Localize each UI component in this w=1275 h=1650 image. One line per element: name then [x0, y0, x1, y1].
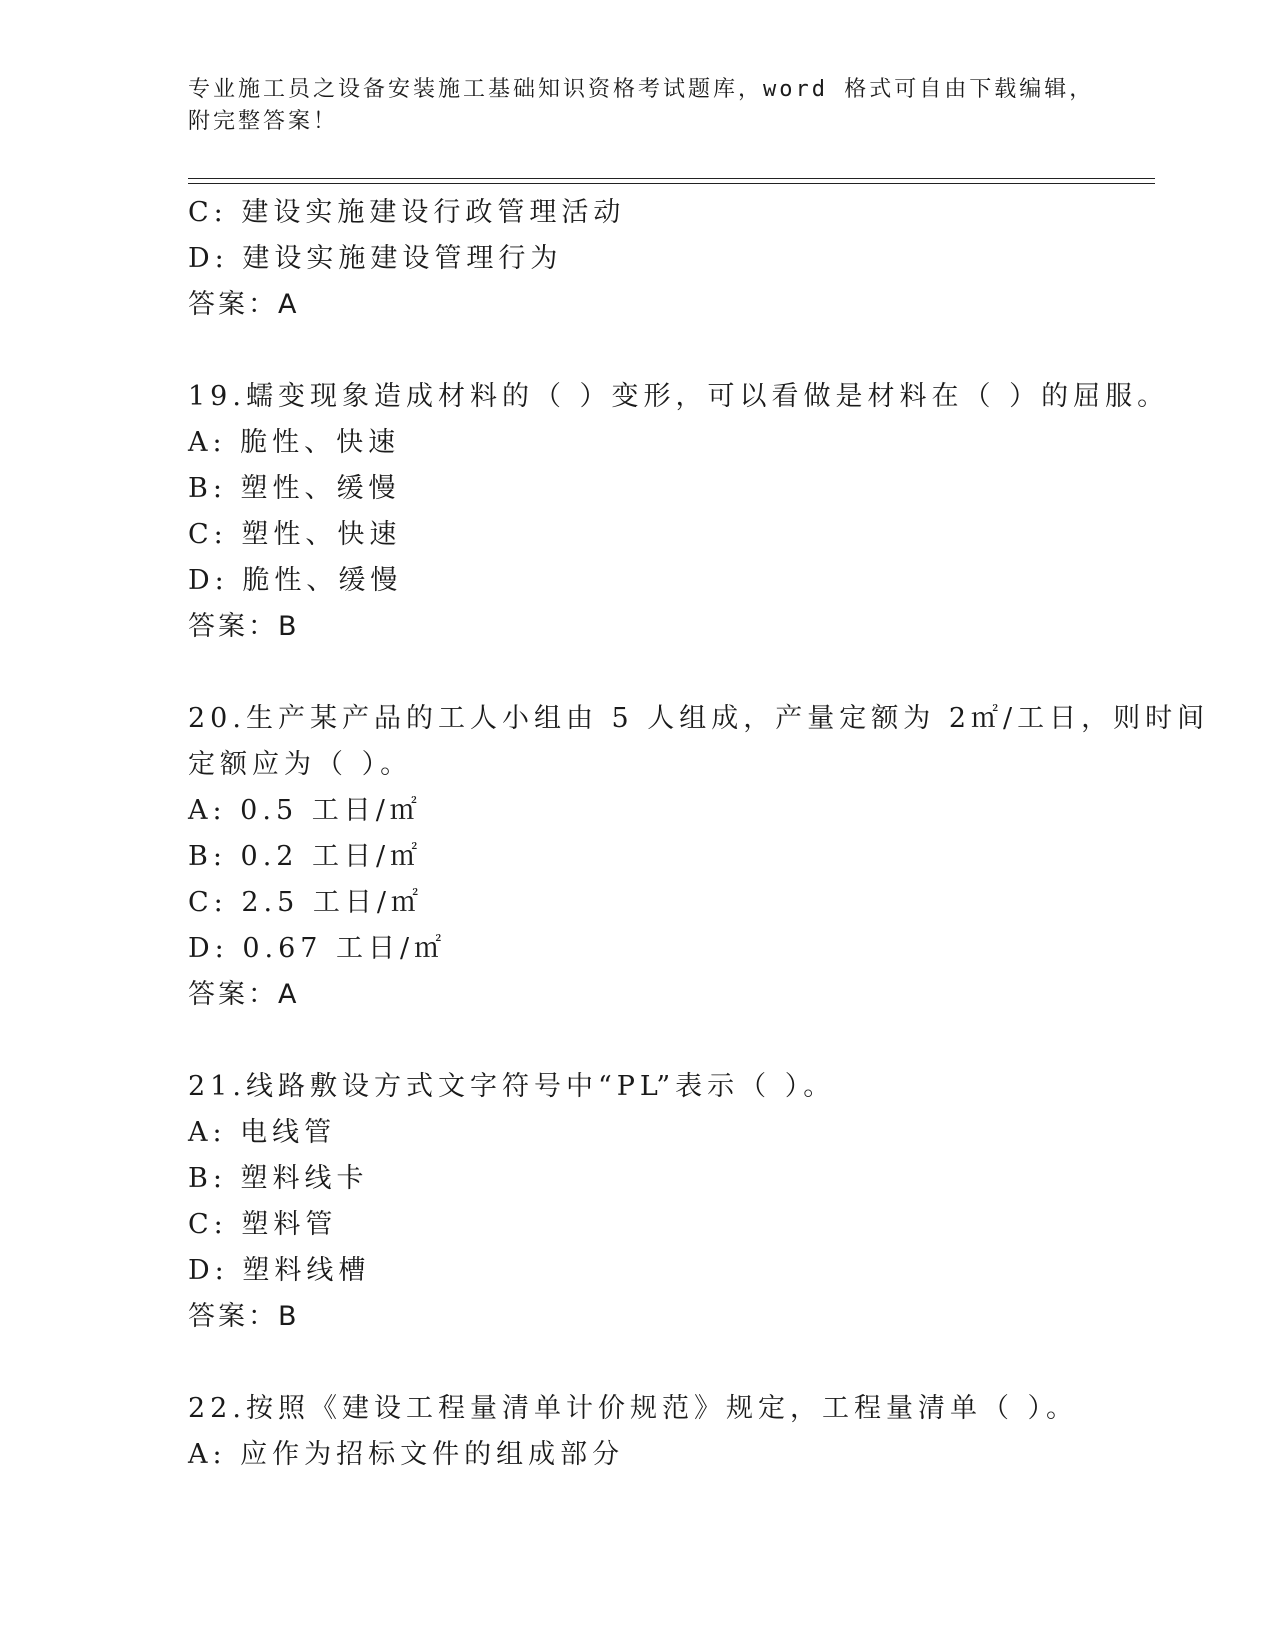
option-line: C: 2.5 工日/㎡ — [188, 887, 423, 918]
option-line: B: 塑性、缓慢 — [188, 473, 401, 504]
spacer — [188, 1340, 1138, 1386]
answer-line: 答案：A — [188, 979, 300, 1010]
option-line: A: 脆性、快速 — [188, 427, 401, 458]
option-line: D: 建设实施建设管理行为 — [188, 243, 563, 274]
option-line: C: 塑性、快速 — [188, 519, 402, 550]
spacer — [188, 1018, 1138, 1064]
option-line: D: 脆性、缓慢 — [188, 565, 403, 596]
option-line: C: 建设实施建设行政管理活动 — [188, 197, 626, 228]
answer-line: 答案：B — [188, 611, 300, 642]
option-line: B: 塑料线卡 — [188, 1163, 369, 1194]
header-line-1: 专业施工员之设备安装施工基础知识资格考试题库，word 格式可自由下载编辑， — [188, 77, 1095, 102]
option-line: C: 塑料管 — [188, 1209, 338, 1240]
header-line-2: 附完整答案！ — [188, 109, 339, 134]
spacer — [188, 328, 1138, 374]
option-line: B: 0.2 工日/㎡ — [188, 841, 423, 872]
question-text: 21.线路敷设方式文字符号中“PL”表示（ ）。 — [188, 1071, 836, 1102]
option-line: D: 0.67 工日/㎡ — [188, 933, 447, 964]
answer-line: 答案：A — [188, 289, 300, 320]
spacer — [188, 650, 1138, 696]
question-text: 19.蠕变现象造成材料的（ ）变形，可以看做是材料在（ ）的屈服。 — [188, 381, 1170, 412]
question-list — [188, 190, 1210, 1478]
question-text: 22.按照《建设工程量清单计价规范》规定，工程量清单（ ）。 — [188, 1393, 1079, 1424]
option-line: A: 电线管 — [188, 1117, 337, 1148]
answer-line: 答案：B — [188, 1301, 300, 1332]
option-line: A: 0.5 工日/㎡ — [188, 795, 422, 826]
document-header — [188, 74, 1095, 138]
header-divider-bottom — [188, 183, 1155, 184]
question-text: 定额应为（ ）。 — [188, 749, 413, 780]
question-text: 20.生产某产品的工人小组由 5 人组成，产量定额为 2㎡/工日，则时间 — [188, 703, 1210, 734]
header-divider-top — [188, 178, 1155, 179]
option-line: A: 应作为招标文件的组成部分 — [188, 1439, 625, 1470]
option-line: D: 塑料线槽 — [188, 1255, 371, 1286]
